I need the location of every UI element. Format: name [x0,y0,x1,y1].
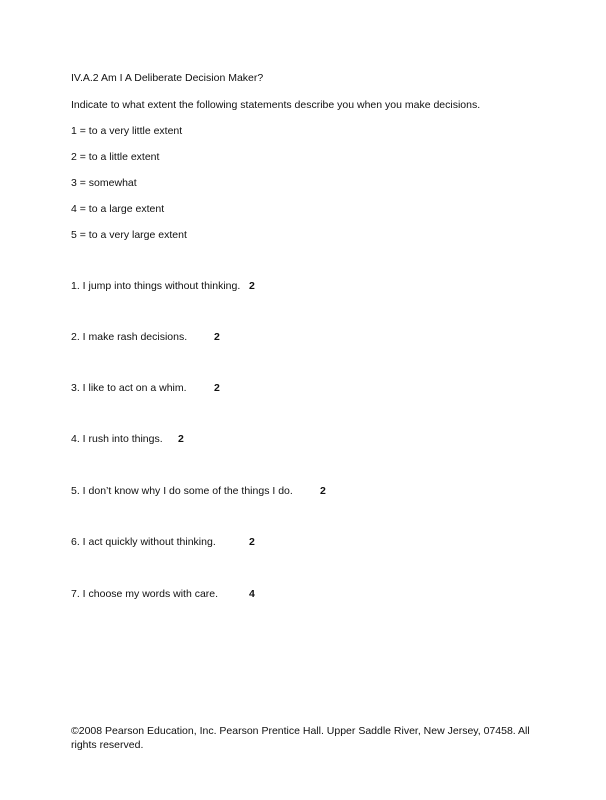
statement-text: 6. I act quickly without thinking. [71,536,216,548]
statement-answer: 2 [249,536,255,548]
statement-text: 4. I rush into things. [71,433,163,445]
statement-answer: 2 [178,433,184,445]
copyright-footer: ©2008 Pearson Education, Inc. Pearson Prentice Hall. Upper Saddle River, New Jersey, 07458. All rights reserved. [71,725,530,751]
statement-answer: 2 [214,331,220,343]
statement-item [71,432,184,446]
statement-answer: 2 [249,280,255,292]
statement-item [71,535,255,549]
scale-item: 5 = to a very large extent [71,229,187,241]
statement-text: 3. I like to act on a whim. [71,382,187,394]
statement-item [71,587,255,601]
instructions-text: Indicate to what extent the following statements describe you when you make decisions. [71,99,481,111]
statement-answer: 2 [214,382,220,394]
scale-item: 2 = to a little extent [71,151,160,163]
statement-item [71,279,255,293]
statement-item [71,381,220,395]
statement-answer: 4 [249,588,255,600]
statement-text: 7. I choose my words with care. [71,588,219,600]
scale-item: 4 = to a large extent [71,203,165,215]
statement-item [71,484,326,498]
statement-text: 1. I jump into things without thinking. [71,280,241,292]
statement-text: 2. I make rash decisions. [71,331,188,343]
statement-text: 5. I don’t know why I do some of the things I do. [71,485,293,497]
statement-answer: 2 [320,485,326,497]
statement-item [71,330,220,344]
document-title: IV.A.2 Am I A Deliberate Decision Maker? [71,72,264,84]
scale-item: 3 = somewhat [71,177,137,189]
scale-item: 1 = to a very little extent [71,125,183,137]
